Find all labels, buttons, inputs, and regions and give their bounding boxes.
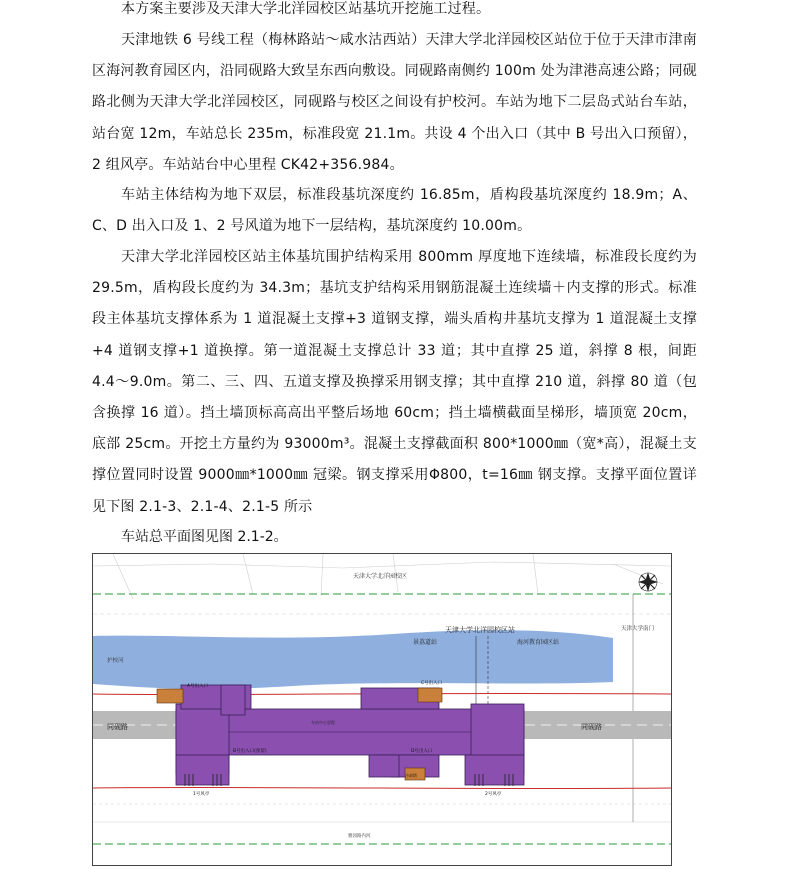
exit-a-link xyxy=(221,685,245,715)
exit-d-label: D号出入口 xyxy=(411,749,433,754)
exit-c-label: C号出入口 xyxy=(421,681,443,686)
prev-station-label: 景荔道站 xyxy=(413,639,438,646)
red-line-bottom xyxy=(93,787,671,788)
exit-b-passage xyxy=(369,755,399,777)
vent-2-label: 2号风亭 xyxy=(485,792,502,797)
vent-grilles xyxy=(185,774,513,786)
station-plan-drawing xyxy=(93,554,671,865)
river-label: 护校河 xyxy=(107,658,124,664)
road-bottom-label: 雅园路内河 xyxy=(348,834,371,839)
center-mileage-label: 车站中心里程 xyxy=(311,720,335,725)
vent-2-shaft xyxy=(465,755,524,785)
next-station-label: 海河教育园区站 xyxy=(517,639,560,646)
vent-1-label: 1号风亭 xyxy=(193,792,210,797)
station-title: 天津大学北洋园校区站 xyxy=(445,626,515,634)
station-plan-figure xyxy=(92,553,672,866)
exit-a-box xyxy=(157,689,183,703)
exit-c-box xyxy=(418,688,442,702)
paragraph-location: 天津地铁 6 号线工程（梅林路站～咸水沽西站）天津大学北洋园校区站位于位于天津市津南区海河教育园区内，沿同砚路大致呈东西向敷设。同砚路南侧约 100m 处为津港高速公路；同砚路北侧为天津大学北洋园校区，同砚路与校区之间设有护校河。车站为地下二层岛式站台车站，站台宽 12m，车站总长 235m，标准段宽 21.1m。共设 4 个出入口（其中 B 号出入口预留），2 组风亭。车站站台中心里程 CK42+356.984。 xyxy=(92,32,697,173)
exit-b-label: B号出入口(预留) xyxy=(233,749,267,754)
campus-gate-label: 天津大学南门 xyxy=(621,626,655,632)
station-body xyxy=(176,685,524,785)
road-label-left: 同砚路 xyxy=(107,723,128,731)
paragraph-intro: 本方案主要涉及天津大学北洋园校区站基坑开挖施工过程。 xyxy=(121,1,491,17)
north-arrow-icon xyxy=(638,572,658,592)
figure-caption: 车站总平面图见图 2.1-2。 xyxy=(121,529,288,545)
substation-label: 冷却塔 xyxy=(405,773,417,778)
paragraph-support: 天津大学北洋园校区站主体基坑围护结构采用 800mm 厚度地下连续墙，标准段长度约为 29.5m，盾构段长度约为 34.3m；基坑支护结构采用钢筋混凝土连续墙＋内支撑的形式。标准段主体基坑支撑体系为 1 道混凝土支撑+3 道钢支撑，端头盾构井基坑支撑为 1 道混凝土支撑+4 道钢支撑+1 道换撑。第一道混凝土支撑总计 33 道；其中直撑 25 道，斜撑 8 根，间距 4.4～9.0m。第二、三、四、五道支撑及换撑采用钢支撑；其中直撑 210 道，斜撑 80 道（包含换撑 16 道）。挡土墙顶标高高出平整后场地 60cm；挡土墙横截面呈梯形，墙顶宽 20cm，底部 25cm。开挖土方量约为 93000m³。混凝土支撑截面积 800*1000㎜（宽*高），混凝土支撑位置同时设置 9000㎜*1000㎜ 冠梁。钢支撑采用Φ800，t=16㎜ 钢支撑。支撑平面位置详见下图 2.1-3、2.1-4、2.1-5 所示 xyxy=(92,249,697,515)
campus-label: 天津大学北洋园校区 xyxy=(353,573,408,580)
exit-a-label: A号出入口 xyxy=(187,684,209,689)
road-label-right: 同砚路 xyxy=(581,723,602,731)
paragraph-structure: 车站主体结构为地下双层，标准段基坑深度约 16.85m，盾构段基坑深度约 18.9m；A、C、D 出入口及 1、2 号风道为地下一层结构，基坑深度约 10.00m。 xyxy=(92,187,697,235)
